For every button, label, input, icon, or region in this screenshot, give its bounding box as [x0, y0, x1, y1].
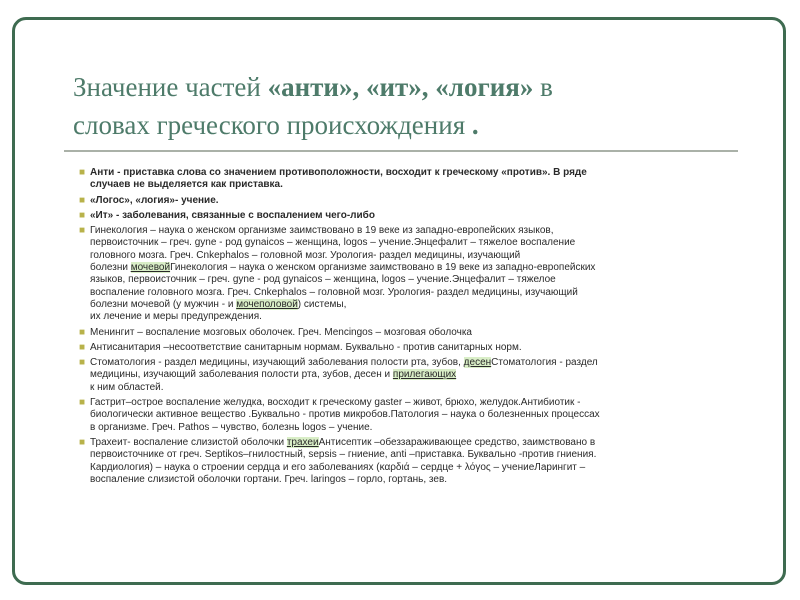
- item-text-line: [90, 437, 730, 449]
- item-text-line: [90, 357, 730, 369]
- list-item: [79, 326, 730, 339]
- item-text: головного мозга. Греч. Cnkephalos – головной мозг. Урология- раздел медицины, изучающий: [90, 249, 521, 261]
- item-text: к ним областей.: [90, 381, 164, 393]
- item-text-line: [90, 262, 730, 274]
- title-line1-c: в: [533, 72, 553, 102]
- item-text: в организме. Греч. Pathos – чувство, болезнь logos – учение.: [90, 421, 373, 433]
- bullet-icon: ■: [79, 341, 86, 353]
- bullet-list: [79, 167, 730, 489]
- link-trakhei[interactable]: трахеи: [286, 436, 319, 448]
- item-text: Менингит – воспаление мозговых оболочек. Греч. Mencingos – мозговая оболочка: [90, 326, 472, 338]
- item-text: медицины, изучающий заболевания полости рта, зубов, десен и: [90, 369, 393, 381]
- list-item: [79, 341, 730, 354]
- item-text: Трахеит- воспаление слизистой оболочки: [90, 436, 287, 448]
- bullet-icon: ■: [79, 436, 86, 448]
- item-text-line: [90, 299, 730, 311]
- item-text: первоисточнике от греч. Septikos–гнилостный, sepsis – гниение, anti –приставка. Буквально -против гниения.: [90, 449, 597, 461]
- item-text: первоисточник – греч. gyne - род gynaicos – женщина, logos – учение.Энцефалит – тяжелое воспаление: [90, 237, 576, 249]
- list-item: [79, 357, 730, 394]
- item-text: Стоматология - раздел медицины, изучающий заболевания полости рта, зубов,: [90, 357, 464, 369]
- list-item: [79, 436, 730, 486]
- item-text: болезни: [90, 262, 131, 274]
- link-mochevoi[interactable]: мочевой: [130, 262, 171, 274]
- bullet-icon: ■: [79, 397, 86, 409]
- item-text: Анти - приставка слова со значением противоположности, восходит к греческому «против». В ряде: [90, 167, 587, 178]
- title-line1-b: «анти», «ит», «логия»: [267, 72, 534, 102]
- item-text: их лечение и меры предупреждения.: [90, 311, 262, 323]
- bullet-icon: ■: [79, 167, 86, 178]
- item-text: воспаление головного мозга. Греч. Cnkephalos – головной мозг. Урология- раздел медицины, изучающий: [90, 286, 578, 298]
- item-text: биологически активное вещество .Буквально - против микробов.Патология – наука о болезненных процессах: [90, 409, 600, 421]
- item-text: Антисанитария –несоответствие санитарным нормам. Буквально - против санитарных норм.: [90, 341, 522, 353]
- title-line2-a: словах греческого происхождения: [73, 110, 472, 140]
- list-item: [79, 225, 730, 323]
- link-desen[interactable]: десен: [463, 357, 492, 369]
- item-text: Стоматология - раздел: [491, 357, 598, 369]
- item-text: языков, первоисточник – греч. gyne - род gynaicos – женщина, logos – учение.Энцефалит – тяжелое: [90, 274, 556, 286]
- item-text: ) системы,: [297, 298, 347, 310]
- item-text: Кардиология) – наука о строении сердца и его заболеваниях (καρδιά – сердце + λόγος – учениеЛарингит –: [90, 461, 586, 473]
- item-text: «Логос», «логия»- учение.: [90, 194, 219, 206]
- item-text: Антисептик –обеззараживающее средство, заимствовано в: [318, 436, 596, 448]
- item-text-line: [90, 369, 730, 381]
- bullet-icon: ■: [79, 209, 86, 221]
- list-item: [79, 194, 730, 207]
- list-item: [79, 209, 730, 222]
- bullet-icon: ■: [79, 194, 86, 206]
- bullet-icon: ■: [79, 357, 86, 369]
- item-text: Гинекология – наука о женском организме заимствовано в 19 веке из западно-европейских: [170, 262, 596, 274]
- bullet-icon: ■: [79, 326, 86, 338]
- link-prilegayushchikh[interactable]: прилегающих: [392, 369, 457, 381]
- item-text: «Ит» - заболевания, связанные с воспалением чего-либо: [90, 209, 375, 221]
- title-divider: [64, 150, 738, 152]
- slide-title: [73, 68, 733, 144]
- item-text: случаев не выделяется как приставка.: [90, 179, 283, 191]
- link-mochepolovoi[interactable]: мочеполовой: [236, 298, 298, 310]
- item-text: воспаление слизистой оболочки гортани. Греч. laringos – горло, гортань, зев.: [90, 473, 448, 485]
- item-text: болезни мочевой (у мужчин - и: [90, 298, 237, 310]
- item-text: Гастрит–острое воспаление желудка, восходит к греческому gaster – живот, брюхо, желудок.Антибиотик -: [90, 397, 581, 409]
- list-item: [79, 167, 730, 192]
- bullet-icon: ■: [79, 225, 86, 237]
- title-line1-a: Значение частей: [73, 72, 268, 102]
- title-line2-b: .: [471, 110, 479, 140]
- list-item: [79, 397, 730, 434]
- item-text: Гинекология – наука о женском организме заимствовано в 19 веке из западно-европейских языков,: [90, 225, 554, 237]
